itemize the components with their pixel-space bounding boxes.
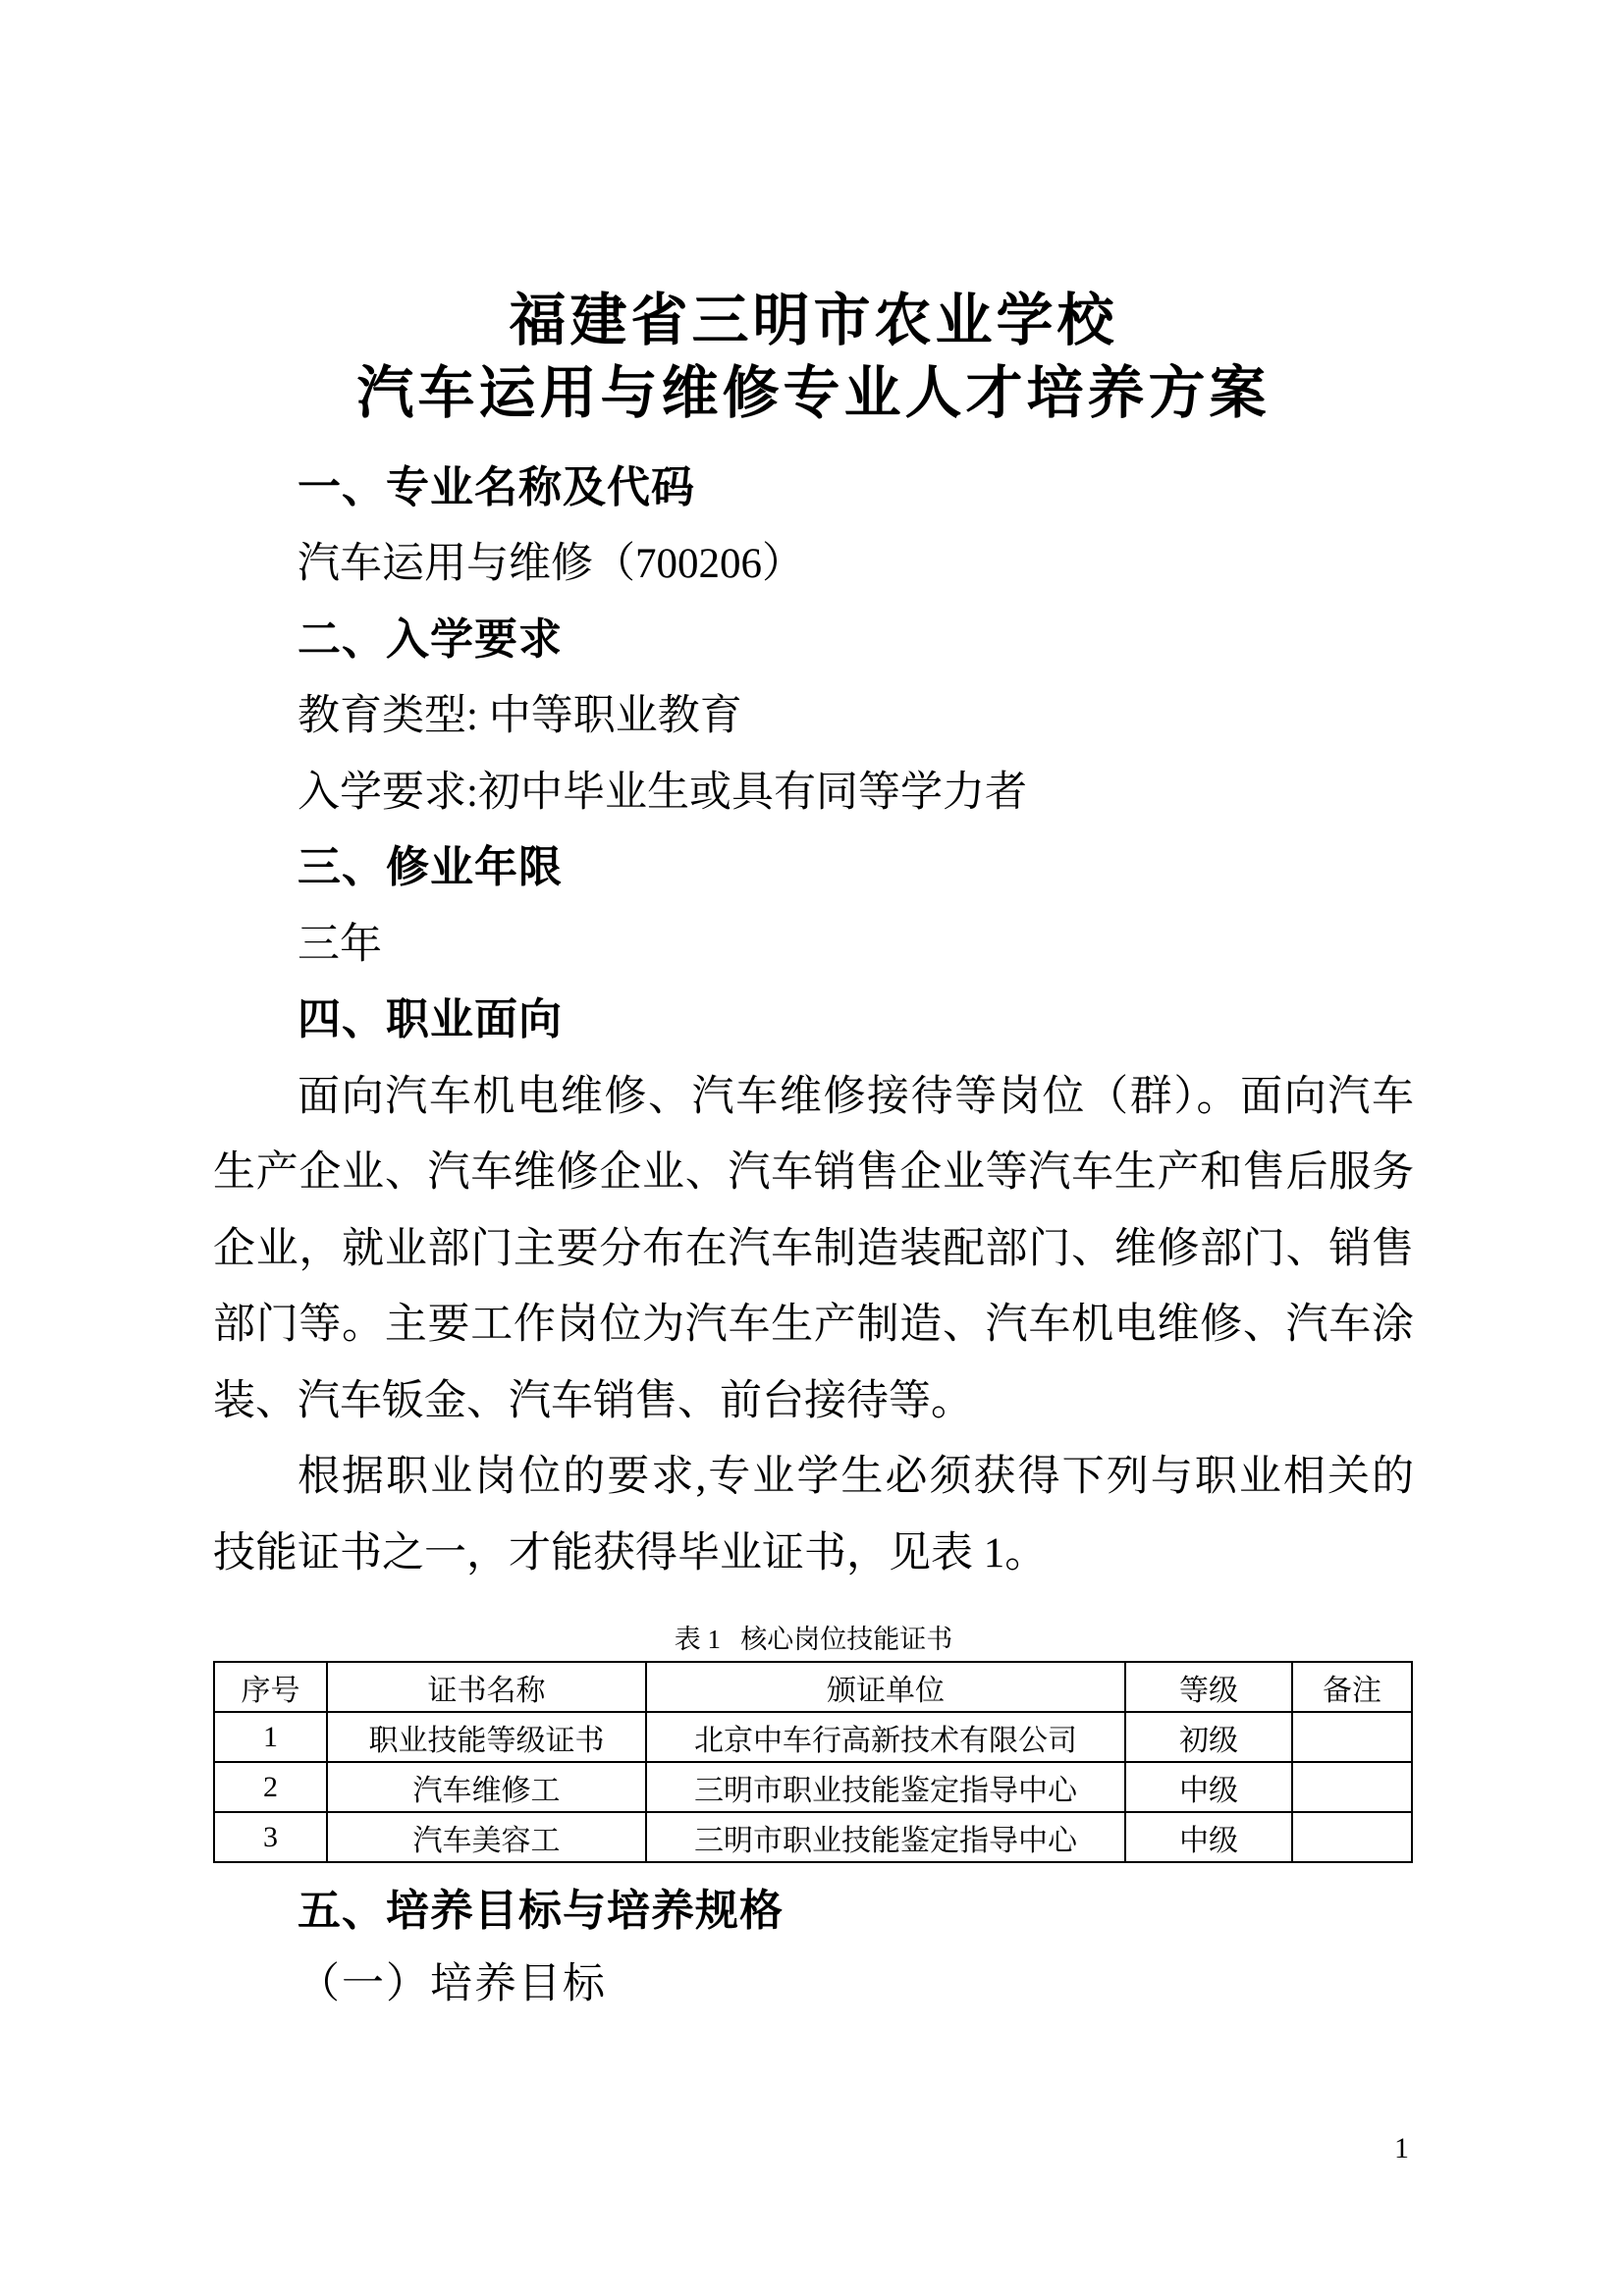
table-cell: 北京中车行高新技术有限公司 — [646, 1712, 1125, 1762]
document-title-line-1: 福建省三明市农业学校 — [509, 289, 1118, 352]
section-4-heading: 四、职业面向 — [298, 995, 563, 1043]
section-4-paragraph-1-line-3: 企业，就业部门主要分布在汽车制造装配部门、维修部门、销售 — [213, 1226, 1414, 1272]
table-header-cell: 等级 — [1125, 1662, 1292, 1712]
section-4-paragraph-1-line-5: 装、汽车钣金、汽车销售、前台接待等。 — [213, 1378, 973, 1424]
section-2-entry-requirement: 入学要求:初中毕业生或具有同等学力者 — [298, 770, 1027, 816]
page-number: 1 — [1394, 2132, 1409, 2164]
table-cell: 中级 — [1125, 1812, 1292, 1862]
section-4-paragraph-1-line-2: 生产企业、汽车维修企业、汽车销售企业等汽车生产和售后服务 — [213, 1149, 1414, 1196]
table-cell: 中级 — [1125, 1762, 1292, 1812]
table-cell: 汽车美容工 — [327, 1812, 646, 1862]
section-3-body: 三年 — [298, 922, 382, 968]
table-cell: 三明市职业技能鉴定指导中心 — [646, 1762, 1125, 1812]
table-cell — [1292, 1762, 1412, 1812]
table-cell: 3 — [214, 1812, 327, 1862]
table-cell: 2 — [214, 1762, 327, 1812]
table-cell: 三明市职业技能鉴定指导中心 — [646, 1812, 1125, 1862]
table-header-cell: 序号 — [214, 1662, 327, 1712]
table-1-caption: 表 1 核心岗位技能证书 — [674, 1625, 953, 1654]
table-header-row — [214, 1662, 1412, 1712]
table-row — [214, 1812, 1412, 1862]
section-2-heading: 二、入学要求 — [298, 615, 563, 664]
table-cell: 汽车维修工 — [327, 1762, 646, 1812]
section-5-heading: 五、培养目标与培养规格 — [298, 1887, 784, 1935]
document-title-line-2: 汽车运用与维修专业人才培养方案 — [356, 361, 1271, 425]
certificate-table — [213, 1661, 1413, 1863]
section-1-body: 汽车运用与维修（700206） — [298, 541, 804, 587]
section-5-sub-heading: （一）培养目标 — [298, 1961, 607, 2007]
table-header-cell: 颁证单位 — [646, 1662, 1125, 1712]
section-2-education-type: 教育类型: 中等职业教育 — [298, 693, 742, 739]
table-row — [214, 1762, 1412, 1812]
document-content — [213, 0, 1414, 2296]
section-4-paragraph-1-line-1: 面向汽车机电维修、汽车维修接待等岗位（群）。面向汽车 — [298, 1074, 1414, 1120]
table-header-cell: 证书名称 — [327, 1662, 646, 1712]
section-1-heading: 一、专业名称及代码 — [298, 463, 695, 511]
table-cell — [1292, 1712, 1412, 1762]
section-4-paragraph-1-line-4: 部门等。主要工作岗位为汽车生产制造、汽车机电维修、汽车涂 — [213, 1302, 1414, 1348]
section-3-heading: 三、修业年限 — [298, 843, 563, 891]
table-cell: 1 — [214, 1712, 327, 1762]
table-row — [214, 1712, 1412, 1762]
section-4-paragraph-2-line-2: 技能证书之一，才能获得毕业证书，见表 1。 — [213, 1530, 1048, 1576]
table-cell: 职业技能等级证书 — [327, 1712, 646, 1762]
table-cell: 初级 — [1125, 1712, 1292, 1762]
table-header-cell: 备注 — [1292, 1662, 1412, 1712]
section-4-paragraph-2-line-1: 根据职业岗位的要求,专业学生必须获得下列与职业相关的 — [298, 1454, 1414, 1500]
table-cell — [1292, 1812, 1412, 1862]
